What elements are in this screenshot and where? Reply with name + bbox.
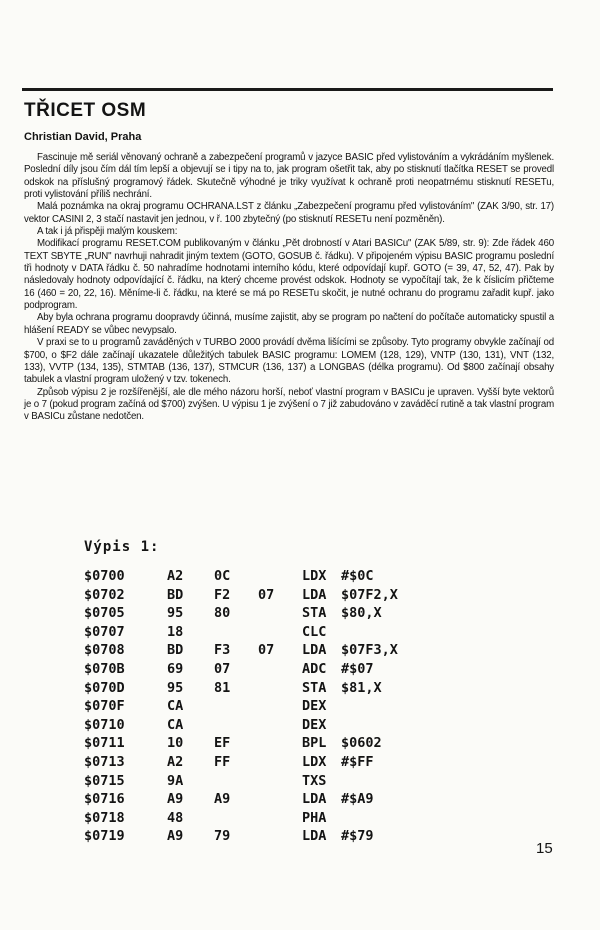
- listing-operand: #$0C: [341, 568, 374, 584]
- listing-address: $0711: [84, 735, 125, 752]
- listing-address: $0705: [84, 605, 125, 622]
- listing-byte: 48: [167, 809, 184, 826]
- listing-byte: 80: [214, 605, 231, 622]
- listing-byte: A9: [167, 828, 184, 845]
- listing-address: $0707: [84, 623, 125, 640]
- listing-byte: EF: [214, 735, 231, 752]
- listing-address: $0702: [84, 586, 125, 603]
- listing-byte: 18: [167, 623, 184, 640]
- listing-address: $0713: [84, 753, 125, 770]
- listing-mnemonic: CLC: [302, 623, 327, 640]
- listing-operand: #$07: [341, 660, 374, 677]
- header-rule: [22, 88, 553, 91]
- listing-mnemonic: STA: [302, 605, 327, 622]
- listing-byte: F2: [214, 586, 231, 603]
- listing-mnemonic: LDA: [302, 828, 327, 845]
- listing-byte: A2: [167, 568, 184, 584]
- listing-mnemonic: DEX: [302, 716, 327, 733]
- listing-byte: 07: [258, 642, 275, 659]
- paragraph: Aby byla ochrana programu doopravdy účinná, musíme zajistit, aby se program po načtení do počítače automaticky spustil a hlášení READY se vůbec nevypsalo.: [24, 312, 554, 336]
- listing-operand: $81,X: [341, 679, 382, 696]
- listing-byte: FF: [214, 753, 231, 770]
- paragraph: A tak i já přispěji malým kouskem:: [37, 226, 178, 238]
- listing-byte: 95: [167, 679, 184, 696]
- listing-address: $070B: [84, 660, 125, 677]
- listing-byte: CA: [167, 698, 184, 715]
- listing-operand: #$FF: [341, 753, 374, 770]
- paragraph: Fascinuje mě seriál věnovaný ochraně a zabezpečení programů v jazyce BASIC před vylistováním a vykrádáním myšlenek. Poslední díly jsou čím dál tím lepší a objevují se i tipy na to, jak program ošetřit tak, aby po stisknutí tlačítka RESET se provedl odskok na příslušný programový řádek. Skutečně výhodné je triky využívat k ochraně proti neopatrnému stisknutí RESETu, proti vylistování příliš nechrání.: [24, 152, 554, 201]
- listing-byte: 0C: [214, 568, 231, 584]
- listing-byte: CA: [167, 716, 184, 733]
- listing-byte: 07: [258, 586, 275, 603]
- listing-byte: 07: [214, 660, 231, 677]
- listing-title: Výpis 1:: [84, 539, 160, 555]
- listing-operand: $07F2,X: [341, 586, 398, 603]
- listing-operand: #$79: [341, 828, 374, 845]
- listing-address: $070F: [84, 698, 125, 715]
- listing-byte: BD: [167, 586, 184, 603]
- page-number: 15: [536, 840, 553, 857]
- paragraph: Malá poznámka na okraj programu OCHRANA.LST z článku „Zabezpečení programu před vylistováním" (ZAK 3/90, str. 17) vektor CASINI 2, 3 stačí nastavit jen jednou, v ř. 100 zbytečný (po stisknutí RESETu není pozměněn).: [24, 201, 554, 225]
- listing-address: $0700: [84, 568, 125, 584]
- listing-byte: 9A: [167, 772, 184, 789]
- listing-byte: F3: [214, 642, 231, 659]
- listing-operand: $80,X: [341, 605, 382, 622]
- paragraph: Modifikací programu RESET.COM publikovaným v článku „Pět drobností v Atari BASICu" (ZAK 5/89, str. 9): Zde řádek 460 TEXT SBYTE „RUN" navrhuji nahradit jiným textem (GOTO, GOSUB č. řádku). V připojeném výpisu BASIC programu poslední tři hodnoty v DATA řádku č. 50 nahradíme hodnotami interního kódu, které odpovídají kupř. GOTO (= 39, 47, 52, 47). Pak by následovaly hodnoty odpovídající č. řádku, na který chceme provést odskok. Hodnoty se vypočítají tak, že k číslicím přičteme 16 (460 = 20, 22, 16). Měníme-li č. řádku, na které se má po RESETu skočit, je nutné ochranu do programu zařadit kupř. jako podprogram.: [24, 238, 554, 312]
- listing-mnemonic: BPL: [302, 735, 327, 752]
- listing-byte: 79: [214, 828, 231, 845]
- article-title: TŘICET OSM: [24, 100, 147, 121]
- listing-mnemonic: STA: [302, 679, 327, 696]
- listing-address: $0710: [84, 716, 125, 733]
- listing-mnemonic: PHA: [302, 809, 327, 826]
- listing-address: $0716: [84, 791, 125, 808]
- listing-mnemonic: LDA: [302, 586, 327, 603]
- listing-mnemonic: LDA: [302, 791, 327, 808]
- listing-operand: $0602: [341, 735, 382, 752]
- listing-mnemonic: ADC: [302, 660, 327, 677]
- listing-address: $0719: [84, 828, 125, 845]
- listing-byte: A2: [167, 753, 184, 770]
- listing-byte: A9: [167, 791, 184, 808]
- listing-mnemonic: LDX: [302, 753, 327, 770]
- listing-mnemonic: TXS: [302, 772, 327, 789]
- listing-operand: #$A9: [341, 791, 374, 808]
- listing-address: $070D: [84, 679, 125, 696]
- article-body: [24, 152, 554, 424]
- listing-address: $0708: [84, 642, 125, 659]
- paragraph: V praxi se to u programů zaváděných v TURBO 2000 provádí dvěma lišícími se způsoby. Tyto programy obvykle začínají od $700, o $F2 dále začínají ukazatele důležitých tabulek BASIC programu: LOMEM (128, 129), VNTP (130, 131), VNT (132, 133), VVTP (134, 135), STMTAB (136, 137), STMCUR (136, 137) a LONGBAS (délka programu). Od $800 začínají obsahy tabulek a vlastní program uložený v tzv. tokenech.: [24, 337, 554, 386]
- listing-byte: BD: [167, 642, 184, 659]
- listing-byte: A9: [214, 791, 231, 808]
- listing-mnemonic: DEX: [302, 698, 327, 715]
- listing-byte: 69: [167, 660, 184, 677]
- listing-mnemonic: LDX: [302, 568, 327, 584]
- listing-operand: $07F3,X: [341, 642, 398, 659]
- listing-byte: 81: [214, 679, 231, 696]
- article-author: Christian David, Praha: [24, 131, 142, 143]
- listing-byte: 95: [167, 605, 184, 622]
- listing-byte: 10: [167, 735, 184, 752]
- listing-mnemonic: LDA: [302, 642, 327, 659]
- paragraph: Způsob výpisu 2 je rozšířenější, ale dle mého názoru horší, neboť vlastní program v BASICu je upraven. Vyšší byte vektorů je o 7 (pokud program začíná od $700) zvýšen. U výpisu 1 je zvýšení o 7 již zabudováno v zaváděcí rutině a tak vlastní program v BASICu zůstane nedotčen.: [24, 386, 554, 423]
- listing-address: $0715: [84, 772, 125, 789]
- listing-address: $0718: [84, 809, 125, 826]
